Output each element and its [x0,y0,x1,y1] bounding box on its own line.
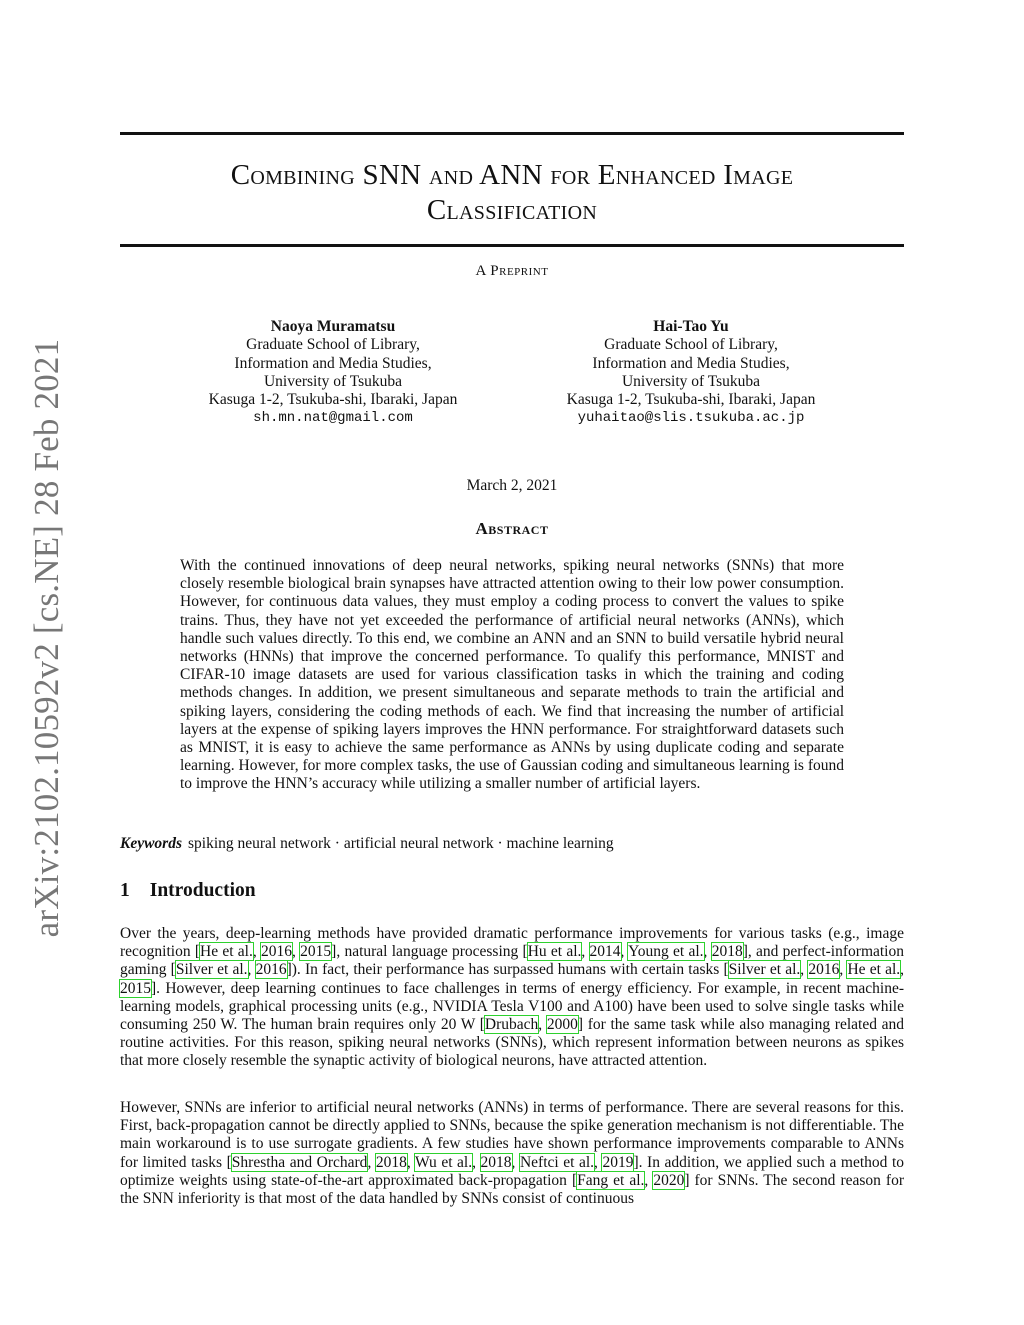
citation-link[interactable]: Shrestha and Orchard [231,1153,368,1171]
abstract-heading: Abstract [475,519,549,538]
abstract-text: With the continued innovations of deep neural networks, spiking neural networks (SNNs) that more closely resemble biological brain synapses have attracted attention owing to their low power consumption. However, for continuous data values, they must employ a coding process to convert the values to spike trains. Thus, they have not yet exceeded the performance of artificial neural networks (ANNs), which handle such values directly. To this end, we combine an ANN and an SNN to build versatile hybrid neural networks (HNNs) that improve the concerned performance. To qualify this performance, MNIST and CIFAR-10 image datasets are used for various classification tasks in which the training and coding methods changes. In addition, we present simultaneous and separate methods to train the artificial and spiking layers, considering the coding methods of each. We find that increasing the number of artificial layers at the expense of spiking layers improves the HNN performance. For straightforward datasets such as MNIST, it is easy to achieve the same performance as ANNs by using duplicate coding and separate learning. However, for more complex tasks, the use of Gaussian coding and simultaneous learning is found to improve the HNN’s accuracy while utilizing a smaller number of artificial layers. [180,557,844,793]
keywords-text: spiking neural network · artificial neural network · machine learning [188,835,614,852]
keywords-label: Keywords [120,835,182,852]
citation-link[interactable]: Fang et al. [577,1171,645,1189]
body-text: , [620,943,629,961]
author-affiliation: Information and Media Studies, [592,354,790,372]
citation-link[interactable]: 2019 [602,1153,634,1171]
citation-link[interactable]: 2015 [300,943,332,961]
citation-link[interactable]: Silver et al. [175,961,248,979]
author-affiliation: University of Tsukuba [263,372,403,390]
body-text: However, SNNs are inferior to artificial neural networks (ANNs) in terms of performance. There are several reasons for this. First, back-propagation cannot be directly applied to SNNs, because the spike generation mechanism is not differentiable. The main workaround is to use surrogate gradients. A few studies have shown performance improvements comparable to ANNs for limited tasks [ [120,1099,904,1171]
body-text: ], and perfect-information gaming [ [120,943,904,979]
citation-link[interactable]: 2018 [375,1153,407,1171]
author-block-2 [526,318,856,428]
body-text: , [247,961,256,979]
section-number: 1 [120,880,130,901]
author-name: Hai-Tao Yu [653,318,729,335]
body-text: , [252,943,262,961]
intro-paragraph-2 [120,1099,904,1208]
body-text: , [538,1016,547,1034]
keywords-line [120,835,904,853]
body-text: , [800,961,809,979]
section-heading [120,880,256,902]
paper-title [120,158,904,228]
citation-link[interactable]: He et al. [200,943,253,961]
citation-link[interactable]: Silver et al. [728,961,801,979]
body-text: ], natural language processing [ [331,943,528,961]
author-address: Kasuga 1-2, Tsukuba-shi, Ibaraki, Japan [566,391,816,409]
author-address: Kasuga 1-2, Tsukuba-shi, Ibaraki, Japan [208,391,458,409]
body-text: , [406,1153,416,1171]
body-text: ]. In addition, we applied such a method to optimize weights using state-of-the-art approximated back-propagation [ [120,1153,904,1189]
title-line-2: Classification [426,194,598,226]
author-affiliation: Graduate School of Library, [246,336,420,354]
publication-date: March 2, 2021 [466,477,558,494]
citation-link[interactable]: 2016 [261,943,293,961]
citation-link[interactable]: 2018 [480,1153,512,1171]
citation-link[interactable]: 2014 [589,943,621,961]
citation-link[interactable]: Drubach [484,1016,539,1034]
body-text: , [594,1153,603,1171]
citation-link[interactable]: 2016 [255,961,287,979]
intro-paragraph-1 [120,925,904,1071]
body-text: ] for SNNs. The second reason for the SNN inferiority is that most of the data handled by SNNs consist of continuous [120,1171,904,1208]
citation-link[interactable]: 2018 [711,943,743,961]
citation-link[interactable]: Neftci et al. [519,1153,595,1171]
body-text: ] for the same task while also managing related and routine activities. For this reason, spiking neural networks (SNNs), which represent information between neurons as spikes that more closely resemble the synaptic activity of biological neurons, have attracted attention. [120,1016,905,1070]
body-text: , [292,943,301,961]
citation-link[interactable]: Hu et al. [527,943,582,961]
citation-link[interactable]: 2015 [120,979,151,997]
citation-link[interactable]: 2000 [546,1016,578,1034]
body-text: , [367,1153,376,1171]
author-name: Naoya Muramatsu [270,318,396,335]
citation-link[interactable]: He et al. [847,961,901,979]
body-text: Over the years, deep-learning methods have provided dramatic performance improvements for various tasks (e.g., image recognition [ [120,925,904,961]
author-email[interactable]: yuhaitao@slis.tsukuba.ac.jp [577,410,805,427]
author-affiliation: Information and Media Studies, [234,354,432,372]
body-text: , [581,943,590,961]
body-text: , [511,1153,520,1171]
body-text: ]. However, deep learning continues to face challenges in terms of energy efficiency. For example, in recent machine-learning models, graphical processing units (e.g., NVIDIA Tesla V100 and A100) have been used to solve single tasks while consuming 250 W. The human brain requires only 20 W [ [120,979,904,1034]
author-affiliation: University of Tsukuba [621,372,761,390]
preprint-label: A Preprint [475,263,549,279]
body-text: , [839,961,848,979]
body-text: , [900,961,905,979]
author-email[interactable]: sh.mn.nat@gmail.com [253,410,413,427]
citation-link[interactable]: 2016 [808,961,840,979]
citation-link[interactable]: 2020 [653,1171,685,1189]
body-text: , [472,1153,481,1171]
citation-link[interactable]: Young et al. [628,943,704,961]
author-block-1 [168,318,498,428]
body-text: ]). In fact, their performance has surpassed humans with certain tasks [ [286,961,729,979]
body-text: , [703,943,712,961]
body-text: , [644,1171,654,1189]
arxiv-identifier: arXiv:2102.10592v2 [cs.NE] 28 Feb 2021 [27,338,66,938]
citation-link[interactable]: Wu et al. [415,1153,473,1171]
section-title: Introduction [149,880,256,901]
title-top-rule [120,132,904,135]
title-bottom-rule [120,244,904,247]
author-affiliation: Graduate School of Library, [604,336,778,354]
title-line-1: Combining SNN and ANN for Enhanced Image [230,159,794,191]
